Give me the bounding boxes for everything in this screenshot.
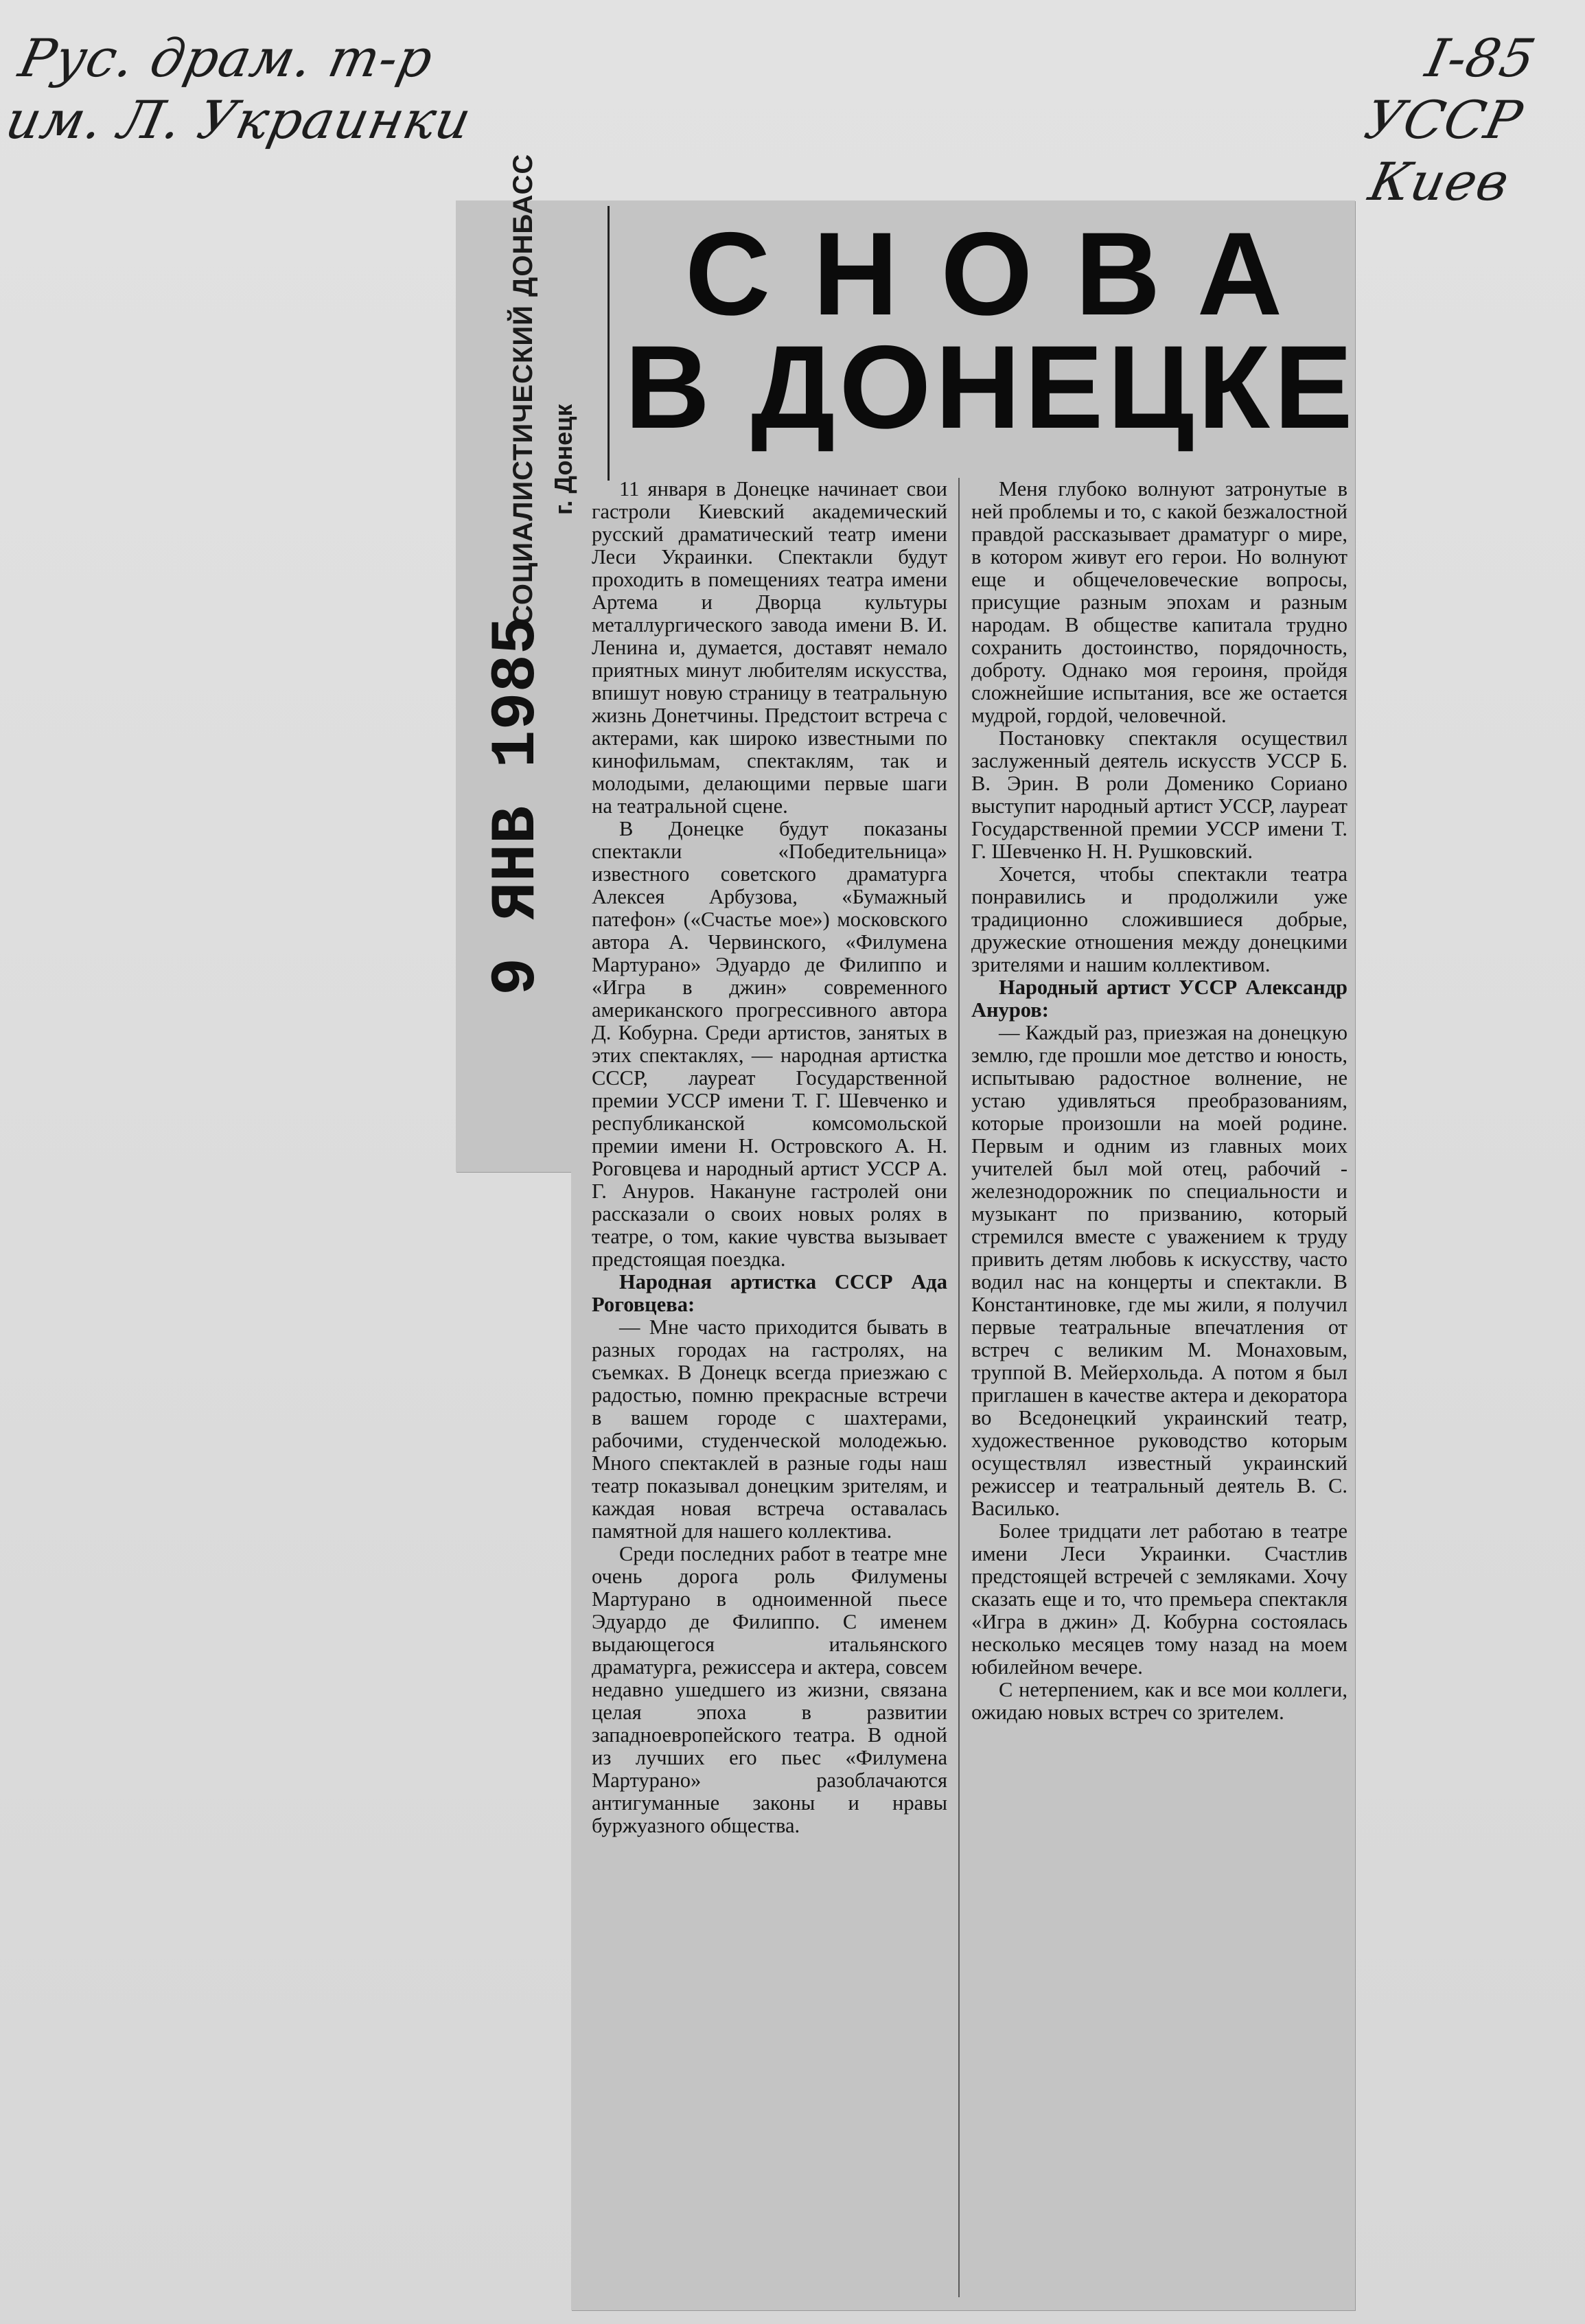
speaker-heading: Народная артистка СССР Ада Роговцева: bbox=[592, 1270, 947, 1316]
paragraph: Более тридцати лет работаю в театре имени Леси Украинки. Счастлив предстоящей встречей с земляками. Хочу сказать еще и то, что премьера спектакля «Игра в джин» Д. Кобурна состоялась несколько месяцев тому назад на моем юбилейном вечере. bbox=[971, 1519, 1347, 1679]
note-left-line-2: им. Л. Украинки bbox=[1, 89, 477, 150]
headline-line-1: СНОВА bbox=[685, 208, 1326, 340]
paragraph: 11 января в Донецке начинает свои гастроли Киевский академический русский драматический театр имени Леси Украинки. Спектакли будут проходить в помещениях театра имени Артема и Дворца культуры металлургического завода имени В. И. Ленина и, думается, доставят немало приятных минут любителям искусства, впишут новую страницу в театральную жизнь Донетчины. Предстоит встреча с актерами, как широко известными по кинофильмам, спектаклям, так и молодыми, делающими первые шаги на театральной сцене. bbox=[592, 477, 947, 818]
note-right-line-1: I-85 bbox=[1420, 27, 1542, 89]
paragraph: — Мне часто приходится бывать в разных городах на гастролях, на съемках. В Донецк всегда приезжаю с радостью, помню прекрасные встречи в вашем городе с шахтерами, рабочими, студенческой молодежью. Много спектаклей в разные годы наш театр показывал донецким зрителям, и каждая новая встреча оставалась памятной для нашего коллектива. bbox=[592, 1315, 947, 1543]
note-right-line-2: УССР bbox=[1359, 89, 1528, 150]
headline-line-2: В ДОНЕЦКЕ bbox=[625, 321, 1357, 453]
paragraph: — Каждый раз, приезжая на донецкую землю, где прошли мое детство и юность, испытываю радостное волнение, не устаю удивляться преобразованиям, которые произошли на моей родине. Первым и одним из главных моих учителей был мой отец, рабочий - железнодорожник по специальности и музыкант по призванию, который стремился вместе с уважением к труду привить детям любовь к искусству, часто водил нас на концерты и спектакли. В Константиновке, где мы жили, я получил первые театральные впечатления от встреч с великим М. Монаховым, труппой В. Мейерхольда. А потом я был приглашен в качестве актера и декоратора во Вседонецкий украинский театр, художественное руководство которым осуществлял известный украинский режиссер и театральный деятель В. С. Василько. bbox=[971, 1021, 1347, 1520]
paragraph: В Донецке будут показаны спектакли «Победительница» известного советского драматурга Алексея Арбузова, «Бумажный патефон» («Счастье мое») московского автора А. Червинского, «Филумена Мартурано» Эдуардо де Филиппо и «Игра в джин» современного американского прогрессивного автора Д. Кобурна. Среди артистов, занятых в этих спектаклях, — народная артистка СССР, лауреат Государственной премии УССР имени Т. Г. Шевченко и республиканской комсомольской премии имени Н. Островского А. Н. Роговцева и народный артист УССР А. Г. Ануров. Накануне гастролей они рассказали о своих новых ролях в театре, о том, какие чувства вызывает предстоящая поездка. bbox=[592, 817, 947, 1271]
article-column-left bbox=[592, 478, 947, 1837]
newspaper-name: СОЦИАЛИСТИЧЕСКИЙ ДОНБАСС bbox=[508, 153, 538, 625]
date-stamp: 9 ЯНВ 1985 bbox=[481, 616, 553, 996]
paragraph: Постановку спектакля осуществил заслуженный деятель искусств УССР Б. В. Эрин. В роли Доменико Сориано выступит народный артист УССР, лауреат Государственной премии УССР имени Т. Г. Шевченко Н. Н. Рушковский. bbox=[971, 726, 1347, 863]
article-column-right bbox=[971, 478, 1347, 1724]
paragraph: Меня глубоко волнуют затронутые в ней проблемы и то, с какой безжалостной правдой рассказывает драматург о мире, в котором живут его герои. Но волнуют еще и общечеловеческие вопросы, присущие разным эпохам и разным народам. В обществе капитала трудно сохранить достоинство, порядочность, доброту. Однако моя героиня, пройдя сложнейшие испытания, все же остается мудрой, гордой, человечной. bbox=[971, 477, 1347, 727]
headline bbox=[608, 206, 1357, 481]
paragraph: Среди последних работ в театре мне очень дорога роль Филумены Мартурано в одноименной пьесе Эдуардо де Филиппо. С именем выдающегося итальянского драматурга, режиссера и актера, совсем недавно ушедшего из жизни, связана целая эпоха в развитии западноевропейского театра. В одной из лучших его пьес «Филумена Мартурано» разоблачаются антигуманные законы и нравы буржуазного общества. bbox=[592, 1542, 947, 1837]
speaker-heading: Народный артист УССР Александр Ануров: bbox=[971, 976, 1347, 1022]
note-right-line-3: Киев bbox=[1363, 151, 1515, 212]
newspaper-city: г. Донецк bbox=[549, 404, 577, 515]
note-left-line-1: Рус. драм. т-р bbox=[14, 27, 439, 89]
paragraph: С нетерпением, как и все мои коллеги, ожидаю новых встреч со зрителем. bbox=[971, 1678, 1347, 1724]
handwritten-note-left bbox=[1, 27, 490, 151]
column-divider bbox=[958, 478, 960, 2297]
paragraph: Хочется, чтобы спектакли театра понравились и продолжили уже традиционно сложившиеся добрые, дружеские отношения между донецкими зрителями и нашим коллективом. bbox=[971, 862, 1347, 976]
